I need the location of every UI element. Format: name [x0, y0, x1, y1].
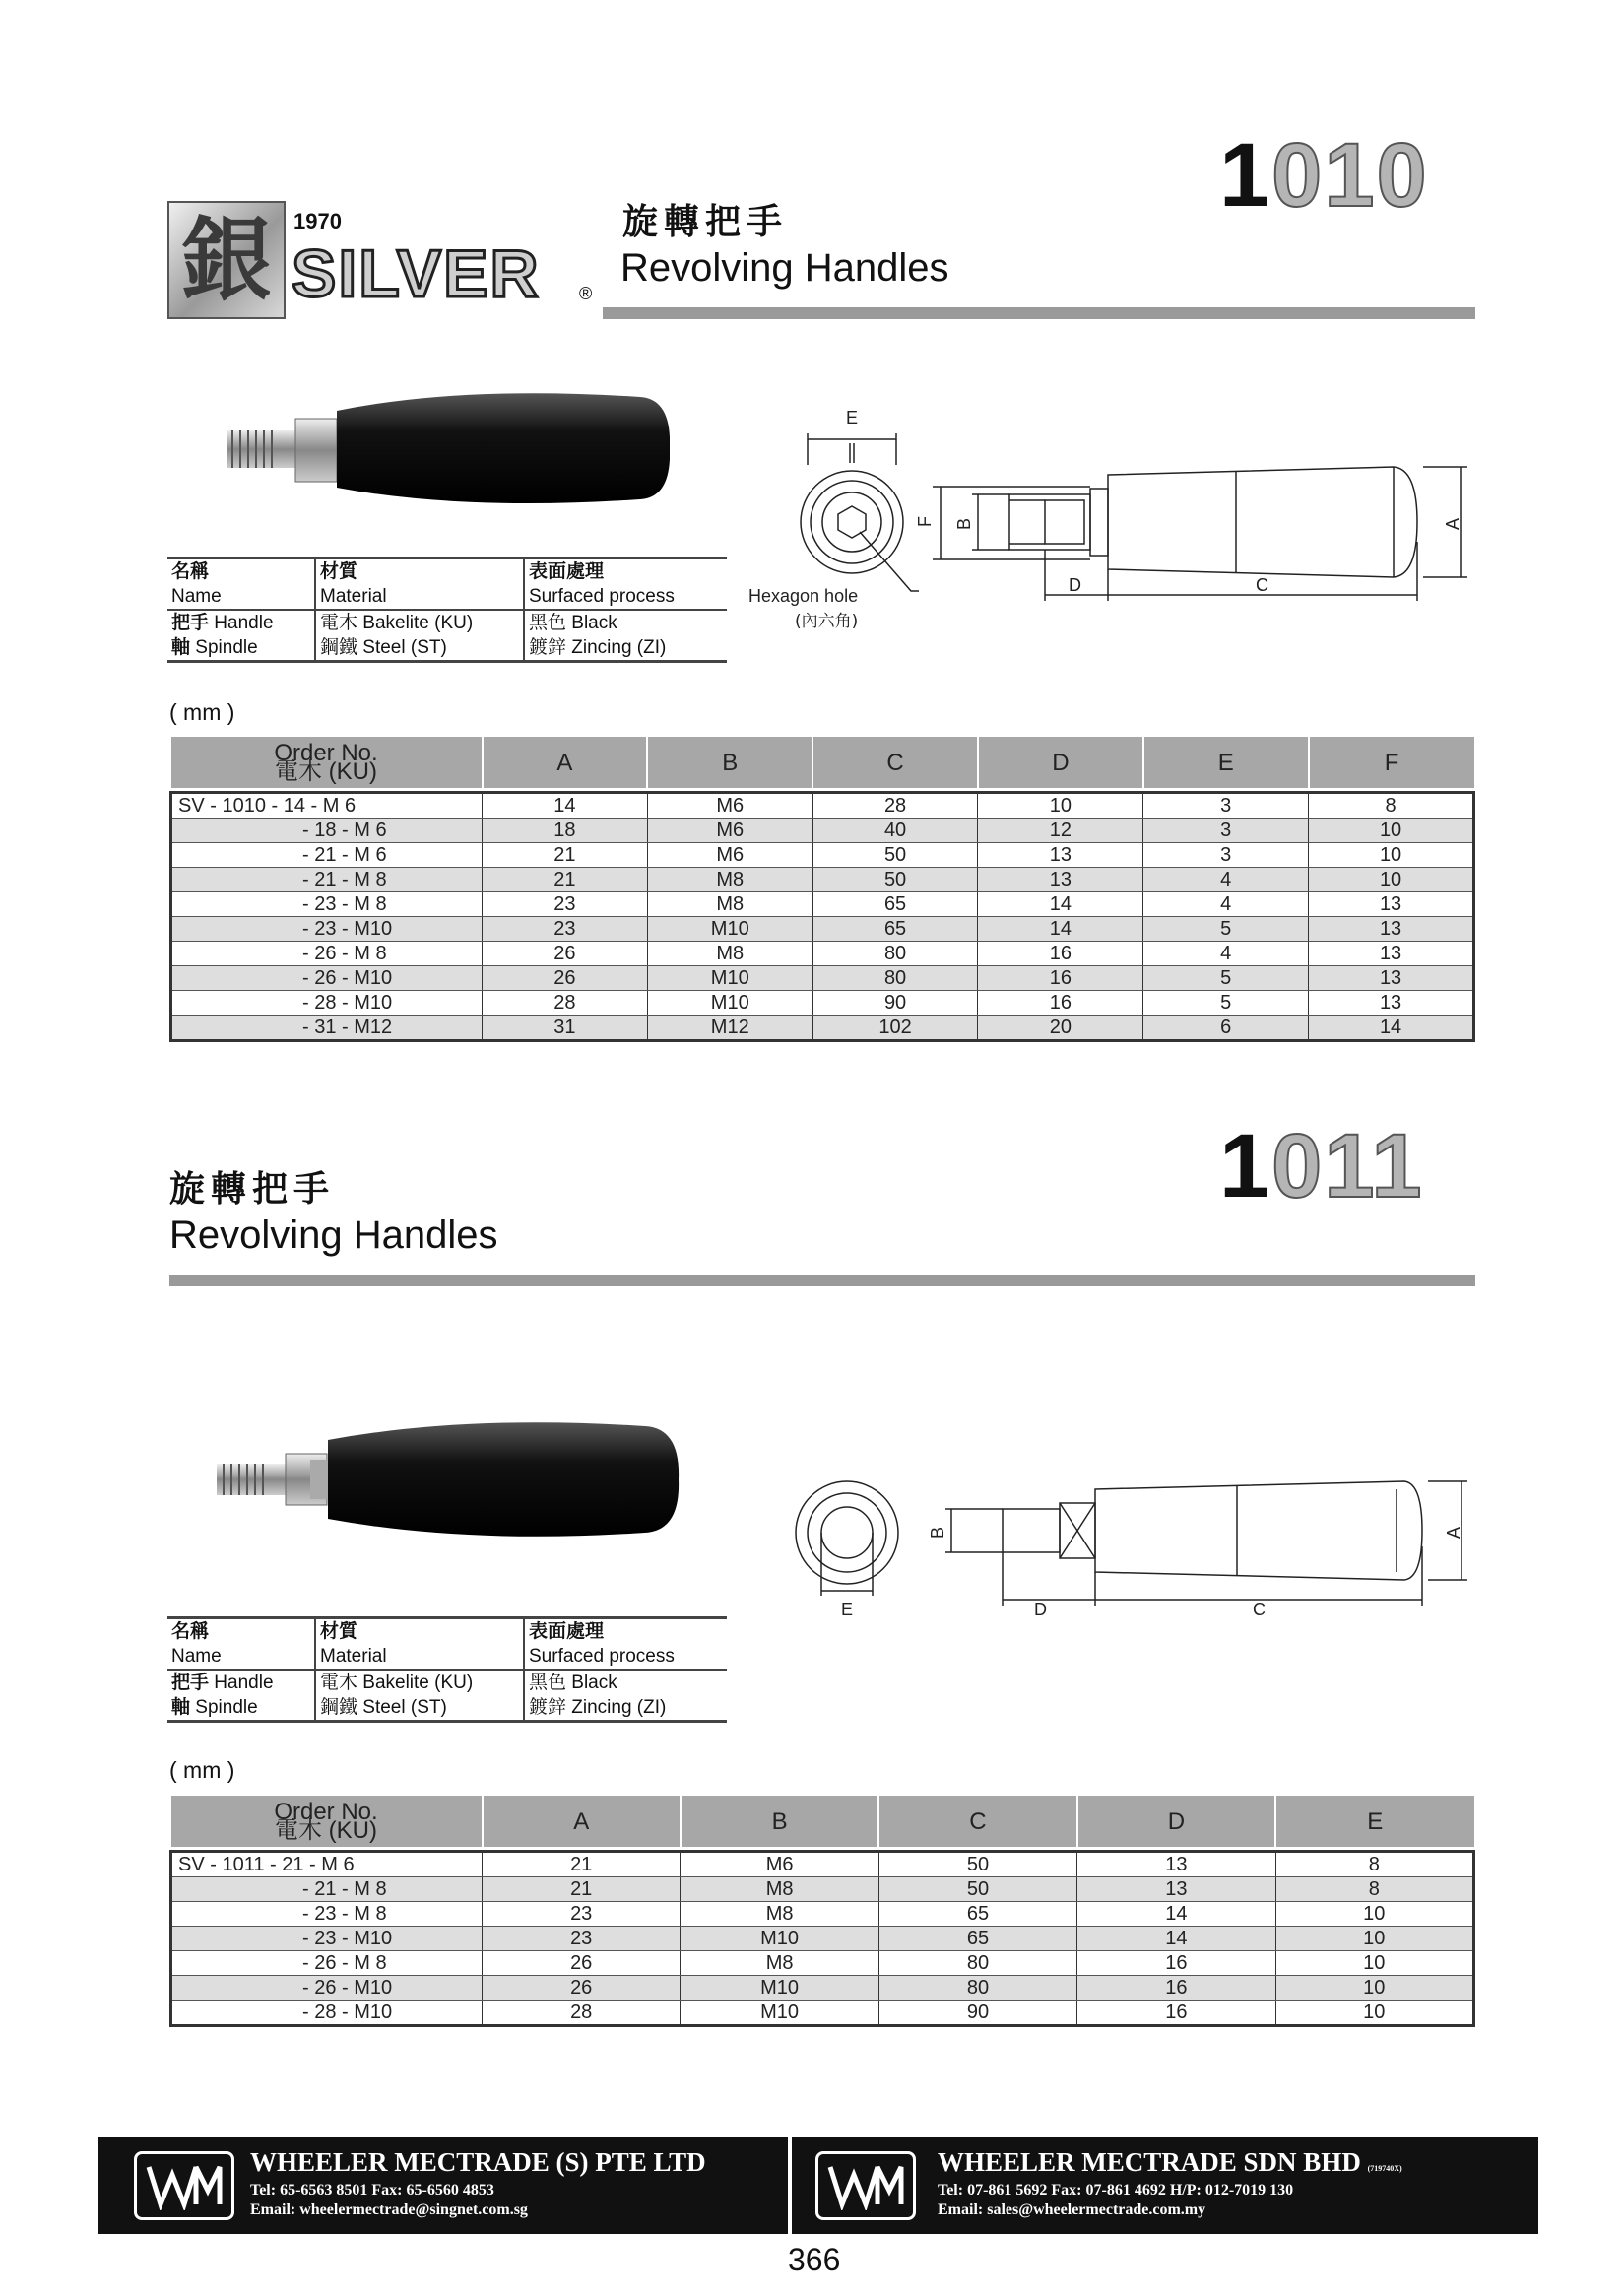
cell-c: 80 — [812, 941, 978, 965]
order-no-cell: - 28 - M10 — [171, 2000, 483, 2025]
cell-c: 50 — [812, 842, 978, 867]
mat-header-en: Surfaced process — [524, 584, 727, 610]
cell-d: 20 — [978, 1015, 1143, 1040]
mat-part: 軸 Spindle — [167, 635, 315, 662]
cell-c: 65 — [812, 916, 978, 941]
mat-part: 軸 Spindle — [167, 1695, 315, 1722]
company-email-left: Email: wheelermectrade@singnet.com.sg — [250, 2201, 528, 2218]
mat-header-cn: 名稱 — [171, 560, 210, 582]
cell-a: 23 — [483, 1901, 681, 1926]
cell-c: 65 — [878, 1901, 1076, 1926]
handle-photo-1011 — [202, 1416, 684, 1544]
dim-label: F — [915, 516, 935, 527]
order-no-header: Order No. 電木 (KU) — [171, 737, 483, 788]
cell-b: M10 — [647, 916, 812, 941]
col-header: F — [1309, 737, 1474, 788]
footer-divider — [788, 2137, 792, 2234]
page-number: 366 — [788, 2242, 841, 2277]
cell-c: 50 — [878, 1851, 1076, 1876]
cell-a: 23 — [483, 891, 648, 916]
col-header: C — [812, 737, 978, 788]
brand-mark — [167, 201, 286, 319]
footer-bar — [98, 2137, 1538, 2234]
cell-c: 90 — [878, 2000, 1076, 2025]
cell-e: 10 — [1275, 2000, 1473, 2025]
cell-a: 26 — [483, 941, 648, 965]
cell-a: 28 — [483, 2000, 681, 2025]
cell-a: 21 — [483, 1851, 681, 1876]
order-no-cell: - 23 - M 8 — [171, 1901, 483, 1926]
mat-surface: 鍍鋅 Zincing (ZI) — [524, 1695, 727, 1722]
table-row — [171, 1950, 1474, 1975]
table-row — [171, 1015, 1474, 1040]
cell-c: 80 — [812, 965, 978, 990]
dim-label: A — [1443, 517, 1462, 530]
cell-d: 10 — [978, 792, 1143, 818]
table-row — [171, 891, 1474, 916]
mat-header-en: Name — [167, 584, 315, 610]
cell-d: 14 — [978, 916, 1143, 941]
cell-e: 5 — [1143, 916, 1309, 941]
cell-b: M8 — [647, 891, 812, 916]
cell-a: 26 — [483, 965, 648, 990]
dim-label: C — [1253, 1600, 1266, 1619]
order-no-cell: - 26 - M10 — [171, 1975, 483, 2000]
cell-a: 28 — [483, 990, 648, 1015]
order-no-cell: - 23 - M10 — [171, 1926, 483, 1950]
cell-d: 12 — [978, 818, 1143, 842]
company-contact-right: Tel: 07-861 5692 Fax: 07-861 4692 H/P: 012-7019 130 — [938, 2182, 1294, 2198]
cell-c: 65 — [878, 1926, 1076, 1950]
order-no-cell: - 26 - M10 — [171, 965, 483, 990]
dim-label: C — [1256, 575, 1268, 595]
dim-label: B — [954, 517, 974, 530]
cell-e: 4 — [1143, 867, 1309, 891]
cell-e: 10 — [1275, 1950, 1473, 1975]
dimension-table-1010 — [169, 737, 1475, 1042]
col-header: A — [483, 1796, 681, 1847]
table-row — [171, 941, 1474, 965]
product-code-1010: 1010 — [1219, 125, 1429, 226]
mat-part: 把手 Handle — [171, 1672, 274, 1693]
mat-header-cn: 表面處理 — [529, 1620, 605, 1642]
order-no-cell: - 26 - M 8 — [171, 941, 483, 965]
cell-d: 13 — [978, 867, 1143, 891]
mat-header-en: Surfaced process — [524, 1644, 727, 1670]
cell-d: 16 — [1077, 1975, 1275, 2000]
dimension-table-1011 — [169, 1796, 1475, 2027]
company-logo-right — [815, 2151, 916, 2220]
hexagon-hole-label-cn: (內六角) — [795, 612, 859, 631]
mat-material: 電木 Bakelite (KU) — [315, 610, 524, 635]
mat-surface: 黑色 Black — [524, 610, 727, 635]
cell-d: 14 — [1077, 1926, 1275, 1950]
cell-a: 21 — [483, 1876, 681, 1901]
company-name-left: WHEELER MECTRADE (S) PTE LTD — [250, 2147, 706, 2177]
cell-e: 3 — [1143, 818, 1309, 842]
cell-a: 18 — [483, 818, 648, 842]
cell-a: 26 — [483, 1975, 681, 2000]
cell-a: 14 — [483, 792, 648, 818]
col-header: C — [878, 1796, 1076, 1847]
col-header: A — [483, 737, 648, 788]
mat-surface: 黑色 Black — [524, 1670, 727, 1695]
cell-b: M6 — [647, 792, 812, 818]
mat-header-cn: 材質 — [320, 1620, 358, 1642]
cell-b: M8 — [647, 867, 812, 891]
mat-header-cn: 材質 — [320, 560, 358, 582]
table-row — [171, 990, 1474, 1015]
brand-name: SILVER — [292, 236, 541, 311]
unit-label: ( mm ) — [169, 699, 235, 725]
col-header: E — [1275, 1796, 1473, 1847]
cell-e: 10 — [1275, 1901, 1473, 1926]
cell-d: 16 — [978, 965, 1143, 990]
cell-b: M8 — [681, 1901, 878, 1926]
cell-f: 10 — [1309, 842, 1474, 867]
order-no-cell: - 21 - M 6 — [171, 842, 483, 867]
mat-surface: 鍍鋅 Zincing (ZI) — [524, 635, 727, 662]
cell-d: 16 — [1077, 2000, 1275, 2025]
cell-d: 13 — [1077, 1876, 1275, 1901]
mat-material: 鋼鐵 Steel (ST) — [315, 635, 524, 662]
dim-label: A — [1444, 1526, 1463, 1539]
cell-d: 16 — [1077, 1950, 1275, 1975]
unit-label: ( mm ) — [169, 1757, 235, 1783]
brand-reg: ® — [579, 284, 593, 303]
col-header: B — [647, 737, 812, 788]
cell-d: 16 — [978, 990, 1143, 1015]
brand-year: 1970 — [293, 209, 342, 233]
table-row — [171, 1876, 1474, 1901]
cell-e: 3 — [1143, 792, 1309, 818]
mat-material: 電木 Bakelite (KU) — [315, 1670, 524, 1695]
cell-d: 16 — [978, 941, 1143, 965]
order-no-cell: - 23 - M 8 — [171, 891, 483, 916]
cell-e: 8 — [1275, 1851, 1473, 1876]
mat-header-en: Name — [167, 1644, 315, 1670]
mat-header-en: Material — [315, 1644, 524, 1670]
cell-b: M6 — [681, 1851, 878, 1876]
cell-b: M10 — [681, 1926, 878, 1950]
col-header: D — [978, 737, 1143, 788]
order-no-cell: - 21 - M 8 — [171, 867, 483, 891]
order-no-cell: - 21 - M 8 — [171, 1876, 483, 1901]
cell-f: 14 — [1309, 1015, 1474, 1040]
col-header: B — [681, 1796, 878, 1847]
dim-label: D — [1034, 1600, 1047, 1619]
cell-d: 13 — [978, 842, 1143, 867]
cell-c: 40 — [812, 818, 978, 842]
table-row — [171, 867, 1474, 891]
company-email-right: Email: sales@wheelermectrade.com.my — [938, 2201, 1206, 2218]
cell-e: 10 — [1275, 1975, 1473, 2000]
cell-b: M8 — [647, 941, 812, 965]
wm-logo-icon — [145, 2161, 224, 2210]
order-no-cell: - 28 - M10 — [171, 990, 483, 1015]
company-name-right: WHEELER MECTRADE SDN BHD (719740X) — [938, 2147, 1402, 2177]
cell-e: 6 — [1143, 1015, 1309, 1040]
cell-b: M6 — [647, 818, 812, 842]
table-row — [171, 1926, 1474, 1950]
order-no-cell: - 26 - M 8 — [171, 1950, 483, 1975]
cell-e: 10 — [1275, 1926, 1473, 1950]
cell-e: 3 — [1143, 842, 1309, 867]
dim-label: B — [928, 1526, 947, 1539]
order-no-cell: - 31 - M12 — [171, 1015, 483, 1040]
cell-f: 13 — [1309, 916, 1474, 941]
cell-b: M8 — [681, 1950, 878, 1975]
order-no-header: Order No. 電木 (KU) — [171, 1796, 483, 1847]
cell-c: 80 — [878, 1950, 1076, 1975]
cell-f: 13 — [1309, 990, 1474, 1015]
cell-d: 14 — [1077, 1901, 1275, 1926]
dim-label: E — [846, 408, 859, 427]
col-header: E — [1143, 737, 1309, 788]
cell-e: 4 — [1143, 941, 1309, 965]
cell-c: 50 — [878, 1876, 1076, 1901]
cell-c: 90 — [812, 990, 978, 1015]
cell-a: 26 — [483, 1950, 681, 1975]
cell-b: M8 — [681, 1876, 878, 1901]
cell-f: 13 — [1309, 941, 1474, 965]
product-code-1011: 1011 — [1219, 1116, 1424, 1216]
section-title-en: Revolving Handles — [620, 246, 949, 290]
cell-e: 5 — [1143, 965, 1309, 990]
cell-e: 8 — [1275, 1876, 1473, 1901]
cell-c: 28 — [812, 792, 978, 818]
dim-label: D — [1069, 575, 1081, 595]
order-no-cell: SV - 1011 - 21 - M 6 — [171, 1851, 483, 1876]
title-underline-bar — [169, 1275, 1475, 1286]
section-title-cn: 旋轉把手 — [169, 1169, 336, 1210]
company-logo-left — [134, 2151, 234, 2220]
cell-c: 80 — [878, 1975, 1076, 2000]
cell-a: 23 — [483, 1926, 681, 1950]
table-row — [171, 965, 1474, 990]
table-row — [171, 1901, 1474, 1926]
hexagon-hole-label: Hexagon hole — [748, 586, 859, 606]
col-header: D — [1077, 1796, 1275, 1847]
table-row — [171, 1851, 1474, 1876]
cell-c: 50 — [812, 867, 978, 891]
cell-e: 4 — [1143, 891, 1309, 916]
cell-b: M12 — [647, 1015, 812, 1040]
cell-a: 31 — [483, 1015, 648, 1040]
order-no-cell: - 18 - M 6 — [171, 818, 483, 842]
brand-logo — [167, 201, 601, 323]
cell-a: 21 — [483, 842, 648, 867]
mat-material: 鋼鐵 Steel (ST) — [315, 1695, 524, 1722]
cell-b: M10 — [681, 2000, 878, 2025]
cell-f: 13 — [1309, 965, 1474, 990]
cell-d: 13 — [1077, 1851, 1275, 1876]
mat-header-cn: 名稱 — [171, 1620, 210, 1642]
title-underline-bar — [603, 307, 1475, 319]
dimension-diagram-1010 — [744, 404, 1482, 640]
table-row — [171, 842, 1474, 867]
cell-b: M10 — [647, 990, 812, 1015]
brand-mark-char: 銀 — [180, 207, 272, 313]
cell-f: 10 — [1309, 818, 1474, 842]
material-table-1010 — [167, 557, 727, 663]
section-title-cn: 旋轉把手 — [622, 202, 789, 242]
cell-e: 5 — [1143, 990, 1309, 1015]
table-row — [171, 916, 1474, 941]
section-title-en: Revolving Handles — [169, 1214, 498, 1257]
cell-f: 10 — [1309, 867, 1474, 891]
cell-f: 13 — [1309, 891, 1474, 916]
cell-b: M10 — [647, 965, 812, 990]
dimension-diagram-1011 — [778, 1468, 1477, 1645]
material-table-1011 — [167, 1616, 727, 1723]
cell-c: 65 — [812, 891, 978, 916]
cell-a: 21 — [483, 867, 648, 891]
table-row — [171, 818, 1474, 842]
handle-photo-1010 — [217, 389, 670, 507]
order-no-cell: SV - 1010 - 14 - M 6 — [171, 792, 483, 818]
company-contact-left: Tel: 65-6563 8501 Fax: 65-6560 4853 — [250, 2182, 494, 2198]
cell-c: 102 — [812, 1015, 978, 1040]
dim-label: E — [841, 1600, 854, 1619]
cell-a: 23 — [483, 916, 648, 941]
cell-f: 8 — [1309, 792, 1474, 818]
cell-b: M10 — [681, 1975, 878, 2000]
mat-part: 把手 Handle — [171, 612, 274, 633]
mat-header-cn: 表面處理 — [529, 560, 605, 582]
cell-b: M6 — [647, 842, 812, 867]
cell-d: 14 — [978, 891, 1143, 916]
table-row — [171, 2000, 1474, 2025]
table-row — [171, 792, 1474, 818]
order-no-cell: - 23 - M10 — [171, 916, 483, 941]
table-row — [171, 1975, 1474, 2000]
wm-logo-icon — [826, 2161, 905, 2210]
mat-header-en: Material — [315, 584, 524, 610]
